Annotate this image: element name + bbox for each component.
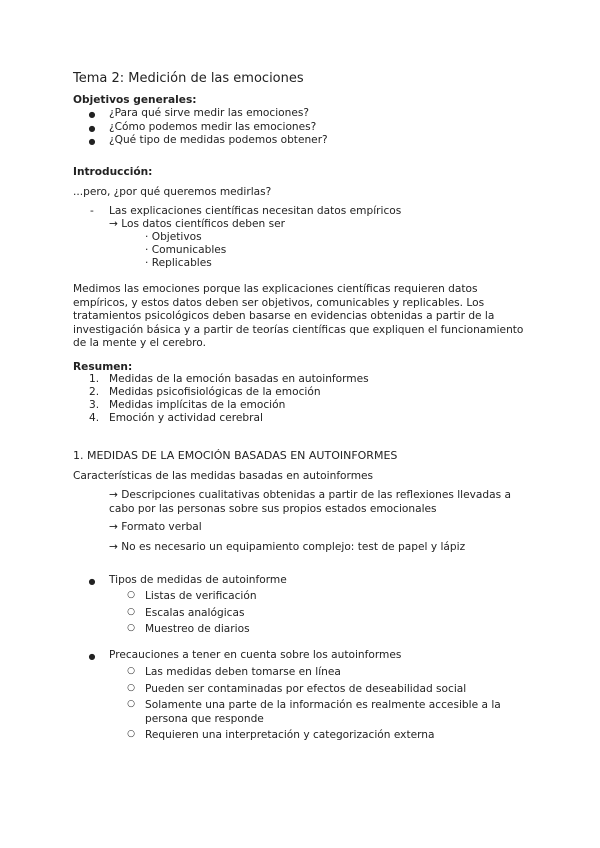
resumen-num: 3. — [89, 399, 100, 411]
resumen-item: Medidas implícitas de la emoción — [109, 399, 286, 411]
resumen-item: Medidas psicofisiológicas de la emoción — [109, 386, 321, 398]
tipo-item: Muestreo de diarios — [145, 623, 250, 635]
dash-marker: - — [90, 205, 94, 217]
sub-item: · Replicables — [145, 257, 212, 269]
resumen-heading: Resumen: — [73, 361, 133, 373]
dash-item: Las explicaciones científicas necesitan datos empíricos — [109, 205, 402, 217]
hollow-bullet-icon: ○ — [127, 699, 135, 709]
precaucion-item: Requieren una interpretación y categorización externa — [145, 729, 435, 741]
hollow-bullet-icon: ○ — [127, 729, 135, 739]
bullet-icon: ● — [88, 577, 96, 586]
section-subtitle: Características de las medidas basadas en autoinformes — [73, 470, 374, 482]
bullet-icon: ● — [88, 110, 96, 119]
bullet-icon: ● — [88, 124, 96, 133]
resumen-num: 2. — [89, 386, 100, 398]
arrow-item: → No es necesario un equipamiento complejo: test de papel y lápiz — [109, 541, 466, 553]
tipo-item: Escalas analógicas — [145, 607, 245, 619]
introduccion-paragraph: Medimos las emociones porque las explicaciones científicas requieren datos empíricos, y estos datos deben ser objetivos, comunicables y replicables. Los tratamientos psicológicos deben basarse en evidencias obtenidas a partir de la investigación básica y a partir de teorías científicas que expliquen el funcionamiento de la mente y el cerebro. — [73, 283, 524, 349]
hollow-bullet-icon: ○ — [127, 683, 135, 693]
introduccion-question: ...pero, ¿por qué queremos medirlas? — [73, 186, 272, 198]
arrow-item: → Descripciones cualitativas obtenidas a partir de las reflexiones llevadas a cabo por las personas sobre sus propios estados emocionales — [109, 489, 511, 515]
hollow-bullet-icon: ○ — [127, 666, 135, 676]
precauciones-label: Precauciones a tener en cuenta sobre los autoinformes — [109, 649, 402, 661]
sub-item: · Objetivos — [145, 231, 202, 243]
resumen-num: 1. — [89, 373, 100, 385]
objetivos-heading: Objetivos generales: — [73, 94, 197, 106]
precaucion-item: Pueden ser contaminadas por efectos de deseabilidad social — [145, 683, 467, 695]
tipos-label: Tipos de medidas de autoinforme — [109, 574, 287, 586]
objetivo-item: ¿Qué tipo de medidas podemos obtener? — [109, 134, 328, 146]
arrow-item: → Formato verbal — [109, 521, 202, 533]
bullet-icon: ● — [88, 137, 96, 146]
hollow-bullet-icon: ○ — [127, 623, 135, 633]
resumen-item: Medidas de la emoción basadas en autoinformes — [109, 373, 369, 385]
introduccion-heading: Introducción: — [73, 166, 153, 178]
hollow-bullet-icon: ○ — [127, 607, 135, 617]
precaucion-item: Las medidas deben tomarse en línea — [145, 666, 341, 678]
tipo-item: Listas de verificación — [145, 590, 257, 602]
precaucion-item: Solamente una parte de la información es realmente accesible a la persona que responde — [145, 699, 501, 725]
sub-item: · Comunicables — [145, 244, 227, 256]
page-title: Tema 2: Medición de las emociones — [73, 71, 304, 86]
resumen-num: 4. — [89, 412, 100, 424]
objetivo-item: ¿Para qué sirve medir las emociones? — [109, 107, 310, 119]
resumen-item: Emoción y actividad cerebral — [109, 412, 263, 424]
section-heading: 1. MEDIDAS DE LA EMOCIÓN BASADAS EN AUTOINFORMES — [73, 449, 398, 462]
bullet-icon: ● — [88, 652, 96, 661]
hollow-bullet-icon: ○ — [127, 590, 135, 600]
arrow-item: → Los datos científicos deben ser — [109, 218, 285, 230]
objetivo-item: ¿Cómo podemos medir las emociones? — [109, 121, 317, 133]
